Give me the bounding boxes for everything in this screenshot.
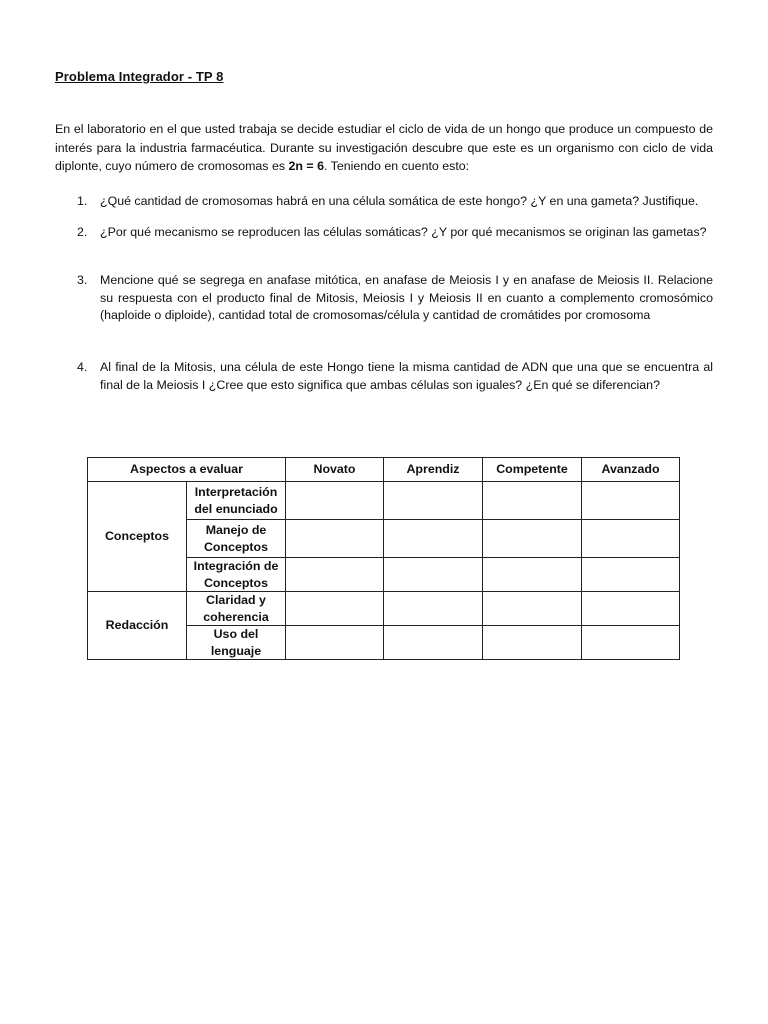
rubric-row: [88, 482, 680, 520]
rubric-cell: [582, 558, 680, 592]
rubric-cell: [483, 482, 582, 520]
rubric-cell: [582, 626, 680, 660]
rubric-cell: [286, 520, 384, 558]
question-number: 1.: [77, 194, 88, 208]
rubric-cell: [384, 482, 483, 520]
criterion-label: Manejo de Conceptos: [187, 520, 286, 558]
group-conceptos: Conceptos: [88, 482, 187, 592]
question-number: 3.: [77, 273, 88, 287]
question-text: Mencione qué se segrega en anafase mitótica, en anafase de Meiosis I y en anafase de Meiosis II. Relacione su respuesta con el producto final de Mitosis, Meiosis I y Meiosis II en cuanto a complemento cromosómico (haploide o diploide), cantidad total de cromosomas/célula y cantidad de cromátides por cromosoma: [100, 273, 713, 322]
criterion-label: Integración de Conceptos: [187, 558, 286, 592]
rubric-cell: [384, 626, 483, 660]
rubric-header-row: [88, 458, 680, 482]
rubric-cell: [286, 482, 384, 520]
rubric-row: [88, 592, 680, 626]
group-redaccion: Redacción: [88, 592, 187, 660]
header-competente: Competente: [483, 458, 582, 482]
rubric-cell: [384, 558, 483, 592]
header-aspects: Aspectos a evaluar: [88, 458, 286, 482]
intro-text-start: En el laboratorio en el que usted trabaja se decide estudiar el ciclo de vida de un hongo que produce un compuesto de interés para la industria farmacéutica. Durante su investigación descubre que este es un organismo con ciclo de vida diplonte, cuyo número de cromosomas es: [55, 122, 713, 173]
question-text: ¿Por qué mecanismo se reproducen las células somáticas? ¿Y por qué mecanismos se originan las gametas?: [100, 225, 707, 239]
document-title: Problema Integrador - TP 8: [55, 69, 224, 84]
header-aprendiz: Aprendiz: [384, 458, 483, 482]
rubric-cell: [286, 558, 384, 592]
rubric-table: [87, 457, 680, 660]
rubric-cell: [483, 558, 582, 592]
header-novato: Novato: [286, 458, 384, 482]
rubric-cell: [286, 626, 384, 660]
rubric-cell: [384, 592, 483, 626]
rubric-cell: [286, 592, 384, 626]
criterion-label: Uso del lenguaje: [187, 626, 286, 660]
rubric-cell: [582, 520, 680, 558]
intro-text-end: . Teniendo en cuento esto:: [323, 159, 470, 173]
question-number: 4.: [77, 360, 88, 374]
rubric-cell: [582, 482, 680, 520]
header-avanzado: Avanzado: [582, 458, 680, 482]
question-text: Al final de la Mitosis, una célula de este Hongo tiene la misma cantidad de ADN que una que se encuentra al final de la Meiosis I ¿Cree que esto significa que ambas células son iguales? ¿En qué se diferencian?: [100, 360, 713, 392]
rubric-cell: [582, 592, 680, 626]
rubric-cell: [483, 592, 582, 626]
question-text: ¿Qué cantidad de cromosomas habrá en una célula somática de este hongo? ¿Y en una gameta? Justifique.: [100, 194, 699, 208]
question-number: 2.: [77, 225, 88, 239]
intro-paragraph: [55, 120, 713, 176]
rubric-cell: [483, 626, 582, 660]
rubric-cell: [483, 520, 582, 558]
criterion-label: Interpretación del enunciado: [187, 482, 286, 520]
rubric-cell: [384, 520, 483, 558]
criterion-label: Claridad y coherencia: [187, 592, 286, 626]
chromosome-number: 2n = 6: [288, 159, 324, 173]
